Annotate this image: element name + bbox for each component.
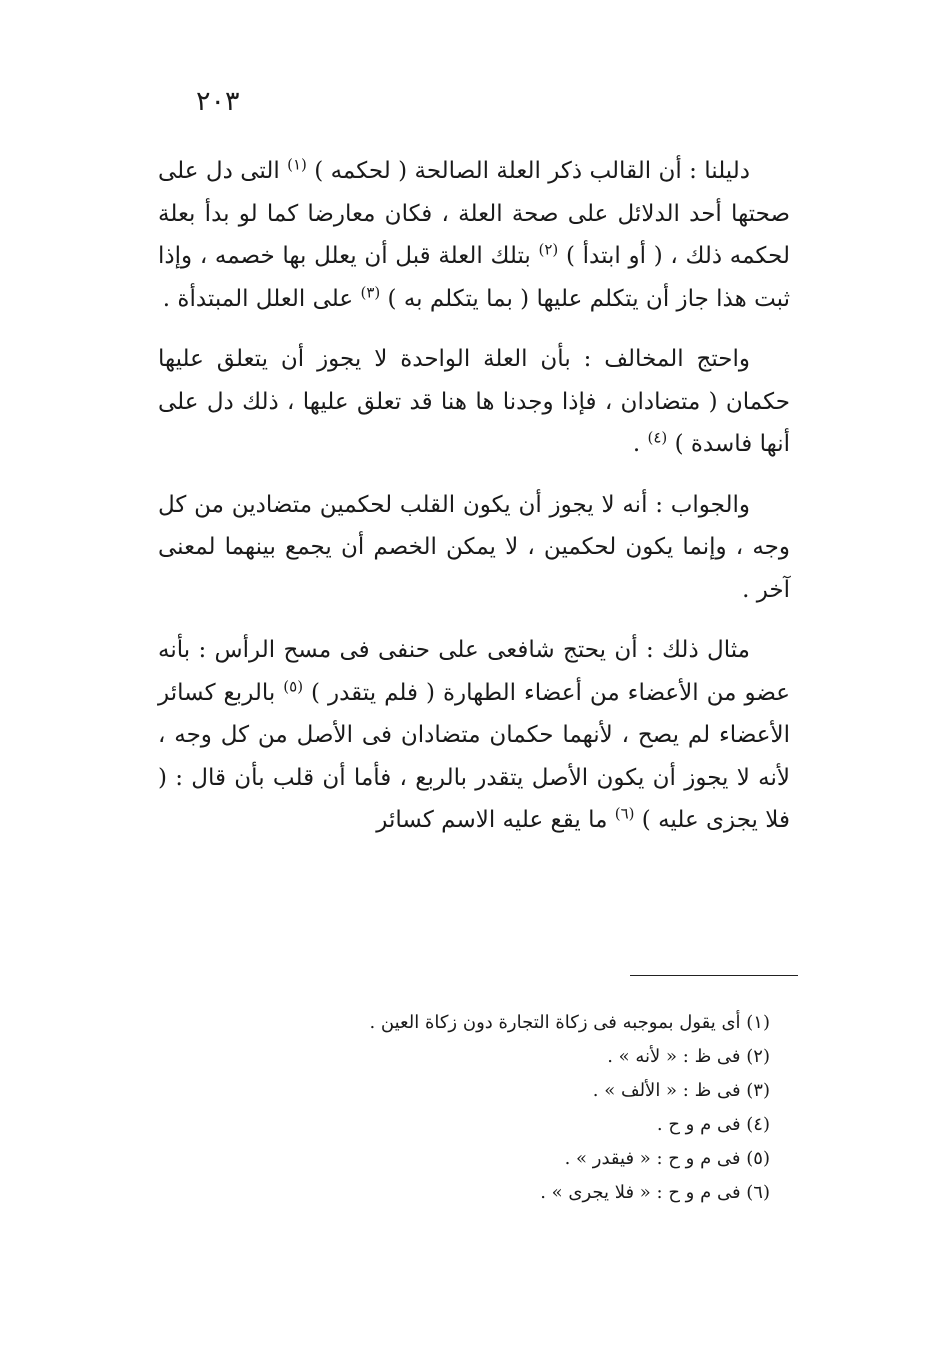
footnote: (١) أى يقول بموجبه فى زكاة التجارة دون زكاة العين . [369, 1012, 770, 1033]
text-run: دليلنا : أن القالب ذكر العلة الصالحة ( لحكمه ) [306, 158, 751, 184]
footnote-marker: (٢) [538, 240, 559, 259]
text-run: والجواب : أنه لا يجوز أن يكون القلب لحكمين متضادين من كل وجه ، وإنما يكون لحكمين ، لا يمكن الخصم أن يجمع بينهما لمعنى آخر . [158, 491, 790, 603]
text-run: التى دل على صحتها أحد الدلائل على صحة العلة ، فكان معارضا كما لو بدأ بعلة لحكمه ذلك ، ( أو ابتدأ ) [158, 158, 790, 269]
text-run: مثال ذلك : أن يحتج شافعى على حنفى فى مسح الرأس : بأنه عضو من الأعضاء من أعضاء الطهارة ( فلم يتقدر ) [158, 637, 790, 706]
footnote: (٥) فى م و ح : « فيقدر » . [564, 1148, 770, 1169]
text-run: . [632, 431, 648, 457]
footnotes [250, 1006, 770, 1210]
footnote-marker: (٣) [360, 282, 381, 301]
paragraph [158, 629, 790, 842]
footnote: (٤) فى م و ح . [656, 1114, 770, 1135]
footnote-marker: (٥) [283, 676, 304, 695]
text-run: على العلل المبتدأة . [162, 285, 361, 312]
footnote: (٦) فى م و ح : « فلا يجرى » . [540, 1182, 770, 1203]
paragraph [158, 150, 790, 320]
footnote-marker: (٦) [614, 804, 635, 823]
main-text [158, 150, 790, 842]
page-number: ٢٠٣ [196, 86, 240, 117]
footnote: (٣) فى ظ : « الألف » . [592, 1080, 770, 1101]
footnote-marker: (٤) [647, 428, 668, 447]
footnote: (٢) فى ظ : « لأنه » . [607, 1046, 770, 1067]
text-run: ما يقع عليه الاسم كسائر [376, 807, 615, 833]
paragraph [158, 484, 790, 612]
paragraph [158, 338, 790, 466]
footnote-separator [630, 975, 798, 976]
text-run: بالربع كسائر الأعضاء لم يصح ، لأنهما حكمان متضادان فى الأصل من كل وجه ، لأنه لا يجوز أن يكون الأصل يتقدر بالربع ، فأما أن قلب بأن قال : ( فلا يجزى عليه ) [158, 679, 790, 833]
text-run: واحتج المخالف : بأن العلة الواحدة لا يجوز أن يتعلق عليها حكمان ( متضادان ، فإذا وجدنا ها هنا قد تعلق عليها ، ذلك دل على أنها فاسدة ) [158, 346, 790, 457]
text-run: بتلك العلة قبل أن يعلل بها خصمه ، وإذا ثبت هذا جاز أن يتكلم عليها ( بما يتكلم به ) [158, 243, 790, 312]
footnote-marker: (١) [287, 155, 307, 174]
